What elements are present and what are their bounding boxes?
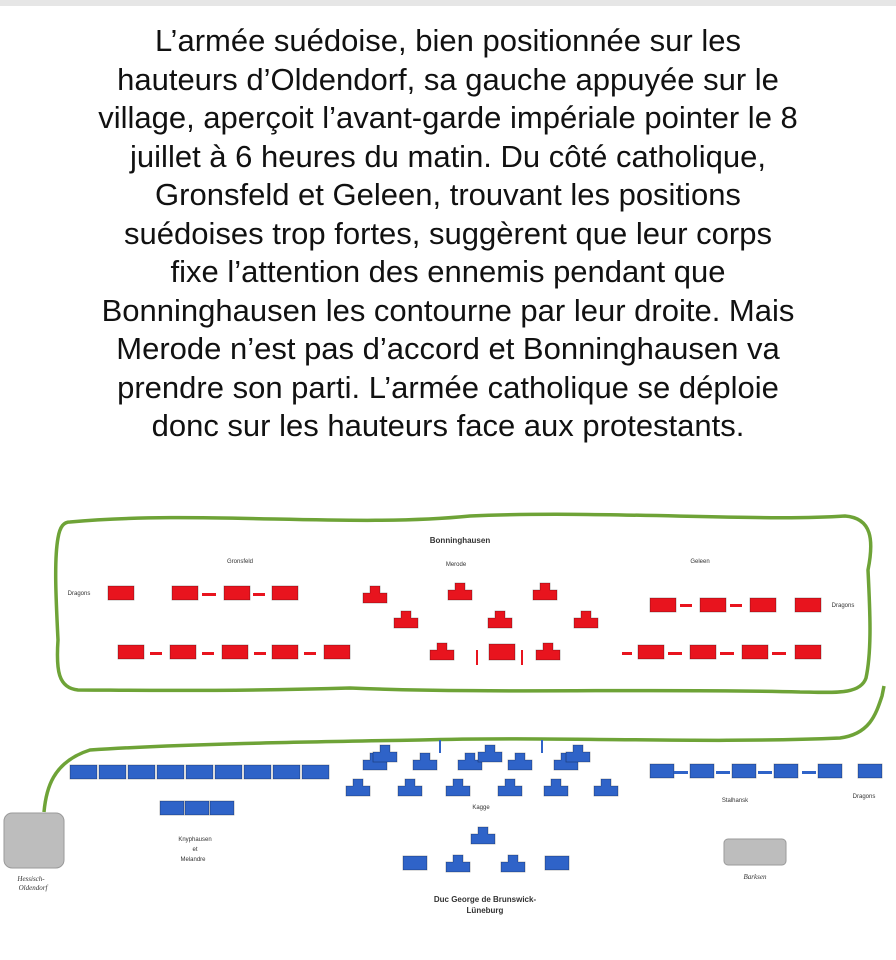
paragraph-line: Merode n’est pas d’accord et Bonninghausen va xyxy=(116,331,780,366)
label-hessisch-2: Oldendorf xyxy=(18,884,48,892)
label-knyphausen: Knyphausen xyxy=(178,837,212,843)
label-dragons-swedish: Dragons xyxy=(852,794,876,800)
cavalry-unit xyxy=(650,764,674,778)
cavalry-unit xyxy=(99,765,126,779)
label-dragons-right: Dragons xyxy=(831,603,855,609)
paragraph-line: Bonninghausen les contourne par leur droite. Mais xyxy=(101,292,795,328)
infantry-brigade xyxy=(373,745,397,762)
line-connector xyxy=(304,652,316,655)
cavalry-unit xyxy=(818,764,842,778)
paragraph-line: suédoises trop fortes, suggèrent que leur corps xyxy=(124,215,772,251)
infantry-brigade xyxy=(448,583,472,600)
infantry-brigade xyxy=(430,643,454,660)
cavalry-unit xyxy=(210,801,234,815)
paragraph-line: hauteurs d’Oldendorf, sa gauche appuyée sur le xyxy=(117,61,779,97)
barksen-village xyxy=(724,839,786,865)
infantry-brigade xyxy=(471,827,495,844)
label-duc-2: Lüneburg xyxy=(466,906,504,915)
infantry-brigade xyxy=(446,779,470,796)
paragraph-line: donc sur les hauteurs face aux protestants. xyxy=(151,408,745,443)
cavalry-unit xyxy=(690,645,716,659)
cavalry-unit xyxy=(638,645,664,659)
cavalry-unit xyxy=(160,801,184,815)
cavalry-unit xyxy=(732,764,756,778)
cavalry-unit xyxy=(186,765,213,779)
cavalry-unit xyxy=(302,765,329,779)
infantry-brigade xyxy=(574,611,598,628)
hessisch-oldendorf-village xyxy=(4,813,64,868)
line-connector xyxy=(622,652,632,655)
cavalry-unit xyxy=(690,764,714,778)
cavalry-unit xyxy=(185,801,209,815)
cavalry-unit xyxy=(70,765,97,779)
paragraph-line: juillet à 6 heures du matin. Du côté catholique, xyxy=(130,138,766,174)
infantry-brigade xyxy=(594,779,618,796)
line-connector xyxy=(680,604,692,607)
cavalry-unit xyxy=(742,645,768,659)
cavalry-unit xyxy=(795,645,821,659)
label-gronsfeld: Gronsfeld xyxy=(226,559,254,565)
cavalry-unit xyxy=(118,645,144,659)
label-kagge: Kagge xyxy=(472,805,490,811)
cavalry-unit xyxy=(324,645,350,659)
cavalry-unit xyxy=(750,598,776,612)
units-layer xyxy=(67,583,882,872)
label-melandre: Melandre xyxy=(180,857,206,863)
label-stalhansk: Stalhansk xyxy=(721,798,749,804)
label-hessisch-1: Hessisch- xyxy=(17,875,45,883)
paragraph-line: L’armée suédoise, bien positionnée sur les xyxy=(155,23,741,58)
infantry-brigade xyxy=(363,586,387,603)
line-connector xyxy=(253,593,265,596)
line-connector xyxy=(668,652,682,655)
cavalry-unit xyxy=(858,764,882,778)
label-dragons-left: Dragons xyxy=(67,591,91,597)
label-geleen: Geleen xyxy=(690,559,710,565)
label-duc-1: Duc George de Brunswick- xyxy=(433,895,537,904)
paragraph-line: Gronsfeld et Geleen, trouvant les positions xyxy=(155,177,741,212)
cavalry-unit xyxy=(774,764,798,778)
line-connector xyxy=(720,652,734,655)
cavalry-unit xyxy=(273,765,300,779)
infantry-brigade xyxy=(566,745,590,762)
cavalry-unit xyxy=(215,765,242,779)
label-merode: Merode xyxy=(445,562,467,568)
paragraph-line: prendre son parti. L’armée catholique se déploie xyxy=(117,369,779,405)
label-bonninghausen: Bonninghausen xyxy=(429,536,491,545)
infantry-brigade xyxy=(398,779,422,796)
line-connector xyxy=(758,771,772,774)
cavalry-unit xyxy=(170,645,196,659)
line-connector xyxy=(730,604,742,607)
infantry-brigade xyxy=(346,779,370,796)
top-bar xyxy=(0,0,896,6)
line-connector xyxy=(674,771,688,774)
cavalry-unit xyxy=(650,598,676,612)
line-connector xyxy=(150,652,162,655)
cavalry-unit xyxy=(244,765,271,779)
dragoon-unit xyxy=(108,586,134,600)
cavalry-unit xyxy=(172,586,198,600)
infantry-brigade xyxy=(498,779,522,796)
cavalry-unit xyxy=(128,765,155,779)
description-paragraph xyxy=(20,22,876,446)
label-barksen: Barksen xyxy=(743,873,767,881)
cavalry-unit xyxy=(224,586,250,600)
cavalry-unit xyxy=(545,856,569,870)
line-connector xyxy=(802,771,816,774)
line-connector xyxy=(254,652,266,655)
paragraph-line: village, aperçoit l’avant-garde impériale pointer le 8 xyxy=(98,100,798,135)
infantry-brigade xyxy=(533,583,557,600)
line-connector xyxy=(772,652,786,655)
infantry-brigade xyxy=(488,611,512,628)
cavalry-unit xyxy=(403,856,427,870)
cavalry-unit xyxy=(489,644,515,660)
infantry-brigade xyxy=(394,611,418,628)
line-connector xyxy=(202,652,214,655)
battle-map xyxy=(0,500,896,960)
infantry-brigade xyxy=(478,745,502,762)
infantry-brigade xyxy=(544,779,568,796)
infantry-brigade xyxy=(508,753,532,770)
cavalry-unit xyxy=(272,586,298,600)
infantry-brigade xyxy=(536,643,560,660)
line-connector xyxy=(716,771,730,774)
cavalry-unit xyxy=(272,645,298,659)
cavalry-unit xyxy=(795,598,821,612)
infantry-brigade xyxy=(413,753,437,770)
infantry-brigade xyxy=(446,855,470,872)
line-connector xyxy=(202,593,216,596)
cavalry-unit xyxy=(700,598,726,612)
label-et: et xyxy=(192,847,198,853)
cavalry-unit xyxy=(157,765,184,779)
infantry-brigade xyxy=(501,855,525,872)
cavalry-unit xyxy=(222,645,248,659)
paragraph-line: fixe l’attention des ennemis pendant que xyxy=(170,254,726,289)
